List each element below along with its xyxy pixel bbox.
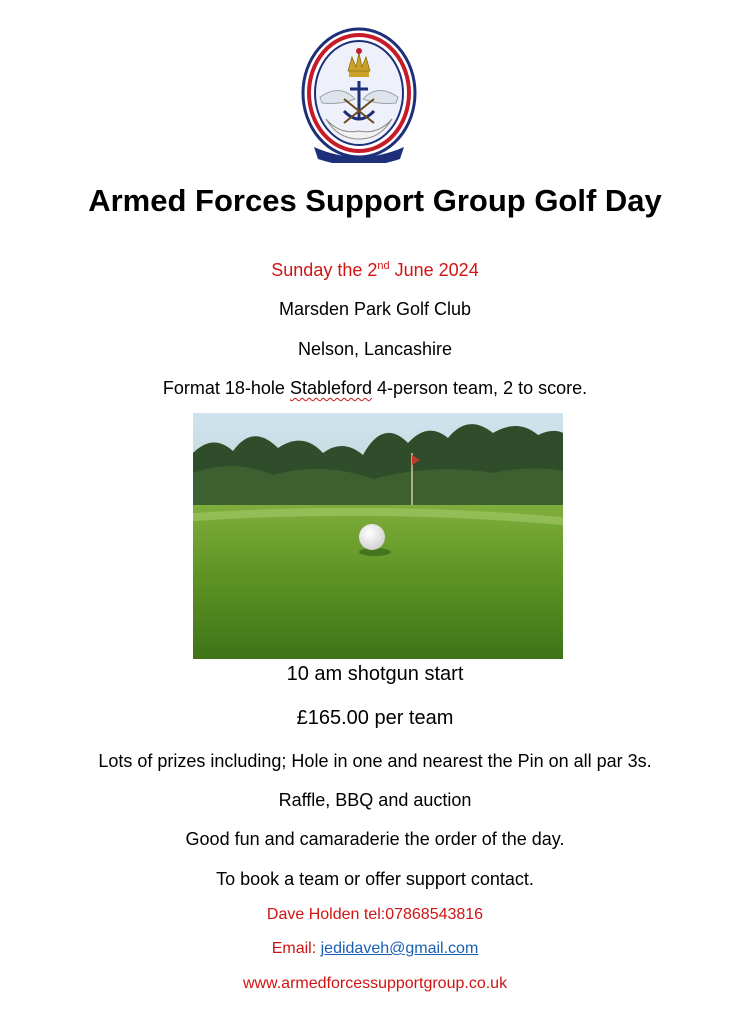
contact-email: [0, 940, 750, 958]
event-location: Nelson, Lancashire: [297, 339, 453, 359]
website-link[interactable]: www.armedforcessupportgroup.co.uk: [242, 975, 508, 992]
format-suffix: 4-person team, 2 to score.: [372, 378, 588, 398]
prizes: Lots of prizes including; Hole in one and nearest the Pin on all par 3s.: [98, 751, 652, 771]
tagline: Good fun and camaraderie the order of the day.: [185, 829, 565, 849]
event-date: [0, 260, 750, 281]
date-prefix: Sunday the 2: [271, 260, 378, 280]
date-ordinal: nd: [377, 260, 390, 272]
price: £165.00 per team: [296, 707, 454, 729]
golf-ball-photo: [193, 413, 563, 659]
page-title: Armed Forces Support Group Golf Day: [88, 183, 662, 218]
email-label: Email:: [271, 940, 321, 957]
start-time: 10 am shotgun start: [286, 663, 464, 685]
event-venue: Marsden Park Golf Club: [278, 299, 472, 319]
date-suffix: June 2024: [389, 260, 479, 280]
email-link[interactable]: jedidaveh@gmail.com: [320, 940, 479, 957]
armed-forces-logo: [300, 27, 418, 163]
contact-phone: Dave Holden tel:07868543816: [266, 906, 484, 923]
event-format: [0, 378, 750, 399]
format-highlight: Stableford: [289, 378, 372, 398]
format-prefix: Format 18-hole: [162, 378, 290, 398]
booking-text: To book a team or offer support contact.: [216, 869, 534, 889]
extras: Raffle, BBQ and auction: [278, 790, 472, 810]
